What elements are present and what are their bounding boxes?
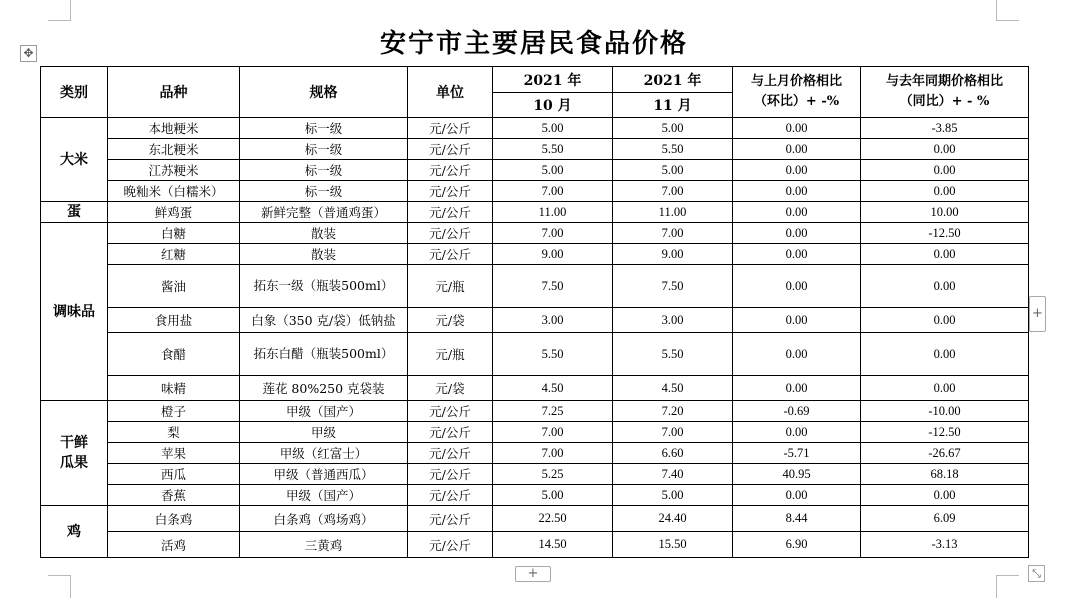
- header-row-1: [41, 67, 1029, 93]
- cell-mom: 0.00: [733, 118, 861, 139]
- header-month-prev: 10 月: [493, 93, 613, 118]
- cell-oct-price: 4.50: [493, 376, 613, 401]
- cell-oct-price: 7.50: [493, 265, 613, 308]
- cell-spec: 标一级: [240, 160, 408, 181]
- cell-oct-price: 9.00: [493, 244, 613, 265]
- cell-oct-price: 5.50: [493, 333, 613, 376]
- category-fruit-line2: 瓜果: [60, 455, 88, 471]
- cell-oct-price: 7.00: [493, 223, 613, 244]
- cell-yoy: -26.67: [861, 443, 1029, 464]
- cell-yoy: 0.00: [861, 265, 1029, 308]
- header-mom: [733, 67, 861, 118]
- cell-oct-price: 7.00: [493, 181, 613, 202]
- table-row: [41, 532, 1029, 558]
- cell-variety: 白条鸡: [108, 506, 240, 532]
- header-category: 类别: [41, 67, 108, 118]
- cell-nov-price: 7.00: [613, 422, 733, 443]
- cell-spec: 三黄鸡: [240, 532, 408, 558]
- cell-nov-price: 15.50: [613, 532, 733, 558]
- cell-variety: 酱油: [108, 265, 240, 308]
- table-row: [41, 160, 1029, 181]
- cell-oct-price: 5.25: [493, 464, 613, 485]
- cell-mom: 0.00: [733, 139, 861, 160]
- table-row: [41, 118, 1029, 139]
- cell-nov-price: 24.40: [613, 506, 733, 532]
- crop-mark-bottom-left: [48, 575, 71, 598]
- table-row: [41, 244, 1029, 265]
- cell-nov-price: 11.00: [613, 202, 733, 223]
- table-row: [41, 202, 1029, 223]
- table-row: [41, 443, 1029, 464]
- cell-mom: 0.00: [733, 308, 861, 333]
- header-year-curr: 2021 年: [613, 67, 733, 93]
- crop-mark-top-right: [996, 0, 1019, 21]
- cell-spec: 标一级: [240, 118, 408, 139]
- cell-mom: 0.00: [733, 244, 861, 265]
- crop-mark-top-left: [48, 0, 71, 21]
- cell-yoy: 0.00: [861, 244, 1029, 265]
- cell-yoy: -12.50: [861, 422, 1029, 443]
- cell-variety: 食醋: [108, 333, 240, 376]
- cell-nov-price: 7.50: [613, 265, 733, 308]
- cell-mom: 0.00: [733, 160, 861, 181]
- table-move-handle-icon[interactable]: ✥: [20, 45, 37, 62]
- cell-nov-price: 7.40: [613, 464, 733, 485]
- table-row: [41, 181, 1029, 202]
- cell-unit: 元/瓶: [408, 265, 493, 308]
- category-fruit-line1: 干鲜: [60, 435, 88, 451]
- category-rice: 大米: [41, 118, 108, 202]
- cell-spec: 甲级（国产）: [240, 485, 408, 506]
- cell-yoy: 0.00: [861, 485, 1029, 506]
- cell-yoy: 0.00: [861, 333, 1029, 376]
- cell-mom: 6.90: [733, 532, 861, 558]
- cell-yoy: 0.00: [861, 160, 1029, 181]
- cell-variety: 西瓜: [108, 464, 240, 485]
- table-row: [41, 376, 1029, 401]
- crop-mark-bottom-right: [996, 575, 1019, 598]
- cell-oct-price: 7.00: [493, 422, 613, 443]
- cell-variety: 苹果: [108, 443, 240, 464]
- table-row: [41, 464, 1029, 485]
- cell-oct-price: 5.50: [493, 139, 613, 160]
- cell-oct-price: 7.00: [493, 443, 613, 464]
- table-row: [41, 223, 1029, 244]
- header-mom-line1: 与上月价格相比: [750, 74, 842, 89]
- cell-mom: 0.00: [733, 485, 861, 506]
- cell-unit: 元/公斤: [408, 532, 493, 558]
- cell-yoy: -3.85: [861, 118, 1029, 139]
- cell-oct-price: 5.00: [493, 160, 613, 181]
- add-column-button[interactable]: +: [1029, 296, 1046, 332]
- cell-variety: 本地粳米: [108, 118, 240, 139]
- table-row: [41, 401, 1029, 422]
- table-resize-handle-icon[interactable]: ⤡: [1028, 565, 1045, 582]
- cell-oct-price: 3.00: [493, 308, 613, 333]
- cell-oct-price: 5.00: [493, 118, 613, 139]
- cell-unit: 元/公斤: [408, 223, 493, 244]
- cell-nov-price: 7.00: [613, 181, 733, 202]
- cell-unit: 元/公斤: [408, 202, 493, 223]
- cell-yoy: 0.00: [861, 139, 1029, 160]
- cell-variety: 东北粳米: [108, 139, 240, 160]
- price-table: [40, 66, 1029, 558]
- cell-mom: 8.44: [733, 506, 861, 532]
- header-mom-line2: （环比）+ -%: [753, 94, 840, 109]
- cell-mom: 0.00: [733, 422, 861, 443]
- cell-nov-price: 9.00: [613, 244, 733, 265]
- cell-nov-price: 7.20: [613, 401, 733, 422]
- cell-variety: 鲜鸡蛋: [108, 202, 240, 223]
- table-row: [41, 485, 1029, 506]
- cell-variety: 江苏粳米: [108, 160, 240, 181]
- cell-unit: 元/公斤: [408, 118, 493, 139]
- cell-nov-price: 5.00: [613, 485, 733, 506]
- cell-variety: 橙子: [108, 401, 240, 422]
- cell-variety: 食用盐: [108, 308, 240, 333]
- cell-nov-price: 3.00: [613, 308, 733, 333]
- cell-mom: 40.95: [733, 464, 861, 485]
- cell-unit: 元/公斤: [408, 181, 493, 202]
- cell-yoy: 10.00: [861, 202, 1029, 223]
- cell-yoy: 0.00: [861, 181, 1029, 202]
- cell-unit: 元/公斤: [408, 244, 493, 265]
- cell-variety: 活鸡: [108, 532, 240, 558]
- cell-spec: 散装: [240, 244, 408, 265]
- cell-nov-price: 4.50: [613, 376, 733, 401]
- cell-variety: 白糖: [108, 223, 240, 244]
- cell-unit: 元/瓶: [408, 333, 493, 376]
- cell-oct-price: 7.25: [493, 401, 613, 422]
- cell-variety: 味精: [108, 376, 240, 401]
- cell-oct-price: 14.50: [493, 532, 613, 558]
- cell-yoy: 0.00: [861, 308, 1029, 333]
- cell-yoy: -10.00: [861, 401, 1029, 422]
- cell-unit: 元/公斤: [408, 506, 493, 532]
- cell-oct-price: 11.00: [493, 202, 613, 223]
- cell-unit: 元/公斤: [408, 160, 493, 181]
- cell-unit: 元/袋: [408, 308, 493, 333]
- cell-nov-price: 5.00: [613, 118, 733, 139]
- cell-spec: 甲级（国产）: [240, 401, 408, 422]
- header-yoy-line1: 与去年同期价格相比: [885, 74, 1003, 89]
- cell-spec: 甲级（红富士）: [240, 443, 408, 464]
- cell-mom: 0.00: [733, 202, 861, 223]
- cell-variety: 梨: [108, 422, 240, 443]
- cell-unit: 元/袋: [408, 376, 493, 401]
- cell-spec: 散装: [240, 223, 408, 244]
- cell-unit: 元/公斤: [408, 443, 493, 464]
- cell-spec: 拓东白醋（瓶装500ml）: [240, 333, 408, 376]
- cell-yoy: 6.09: [861, 506, 1029, 532]
- cell-mom: 0.00: [733, 333, 861, 376]
- table-row: [41, 139, 1029, 160]
- cell-unit: 元/公斤: [408, 401, 493, 422]
- header-year-prev: 2021 年: [493, 67, 613, 93]
- cell-nov-price: 5.50: [613, 139, 733, 160]
- cell-mom: -5.71: [733, 443, 861, 464]
- cell-mom: -0.69: [733, 401, 861, 422]
- cell-oct-price: 5.00: [493, 485, 613, 506]
- header-yoy-line2: （同比）+ - %: [899, 94, 990, 109]
- cell-spec: 甲级: [240, 422, 408, 443]
- cell-unit: 元/公斤: [408, 139, 493, 160]
- cell-nov-price: 5.00: [613, 160, 733, 181]
- cell-spec: 标一级: [240, 139, 408, 160]
- table-row: [41, 506, 1029, 532]
- cell-spec: 标一级: [240, 181, 408, 202]
- cell-unit: 元/公斤: [408, 464, 493, 485]
- cell-nov-price: 7.00: [613, 223, 733, 244]
- cell-mom: 0.00: [733, 181, 861, 202]
- cell-spec: 白条鸡（鸡场鸡）: [240, 506, 408, 532]
- category-seasoning: 调味品: [41, 223, 108, 401]
- add-row-button[interactable]: +: [515, 566, 551, 582]
- header-spec: 规格: [240, 67, 408, 118]
- cell-nov-price: 5.50: [613, 333, 733, 376]
- document-title: 安宁市主要居民食品价格: [379, 29, 688, 59]
- header-yoy: [861, 67, 1029, 118]
- category-fruit: [41, 401, 108, 506]
- category-egg: 蛋: [41, 202, 108, 223]
- cell-oct-price: 22.50: [493, 506, 613, 532]
- cell-unit: 元/公斤: [408, 485, 493, 506]
- category-chicken: 鸡: [41, 506, 108, 558]
- table-row: [41, 308, 1029, 333]
- cell-yoy: 0.00: [861, 376, 1029, 401]
- header-month-curr: 11 月: [613, 93, 733, 118]
- cell-variety: 红糖: [108, 244, 240, 265]
- cell-mom: 0.00: [733, 376, 861, 401]
- cell-yoy: -3.13: [861, 532, 1029, 558]
- header-variety: 品种: [108, 67, 240, 118]
- cell-spec: 拓东一级（瓶装500ml）: [240, 265, 408, 308]
- header-unit: 单位: [408, 67, 493, 118]
- cell-yoy: 68.18: [861, 464, 1029, 485]
- cell-mom: 0.00: [733, 223, 861, 244]
- cell-mom: 0.00: [733, 265, 861, 308]
- cell-unit: 元/公斤: [408, 422, 493, 443]
- cell-variety: 香蕉: [108, 485, 240, 506]
- cell-spec: 白象（350 克/袋）低钠盐: [240, 308, 408, 333]
- cell-spec: 甲级（普通西瓜）: [240, 464, 408, 485]
- table-row: [41, 422, 1029, 443]
- cell-nov-price: 6.60: [613, 443, 733, 464]
- cell-variety: 晚籼米（白糯米）: [108, 181, 240, 202]
- cell-spec: 新鲜完整（普通鸡蛋）: [240, 202, 408, 223]
- cell-spec: 莲花 80%250 克袋装: [240, 376, 408, 401]
- table-row: [41, 333, 1029, 376]
- table-row: [41, 265, 1029, 308]
- cell-yoy: -12.50: [861, 223, 1029, 244]
